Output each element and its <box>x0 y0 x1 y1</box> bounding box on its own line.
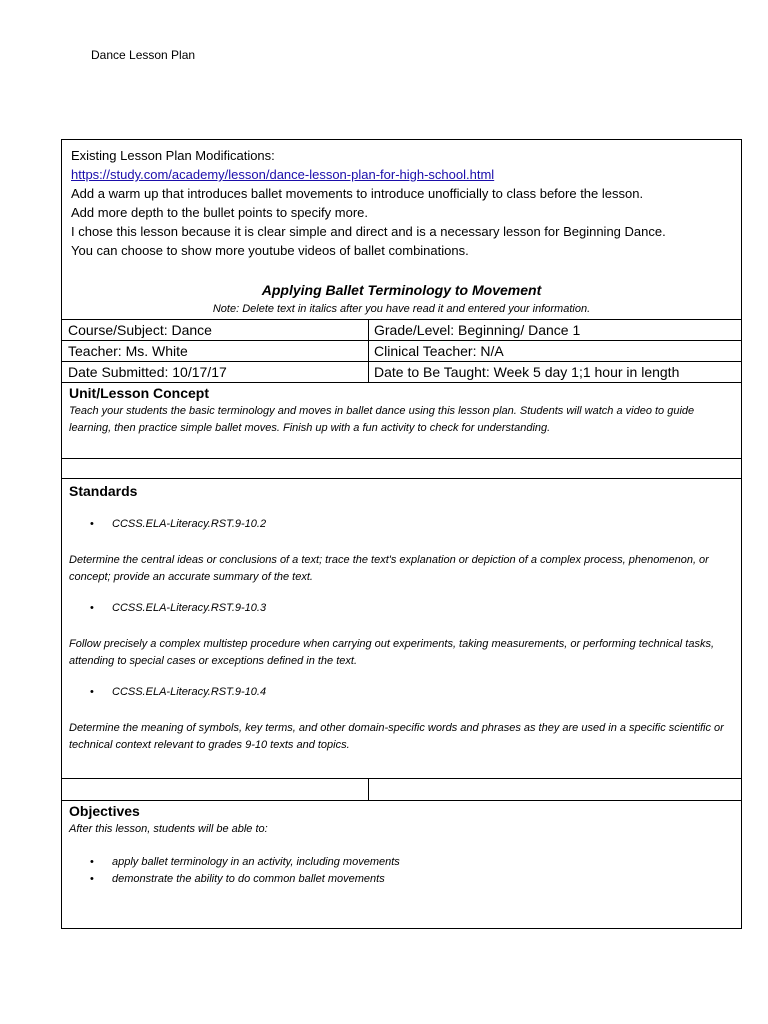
modifications-heading: Existing Lesson Plan Modifications: <box>71 148 275 163</box>
standard-code <box>90 518 266 530</box>
divider <box>62 458 741 459</box>
standards-heading: Standards <box>69 483 138 499</box>
bullet-icon: • <box>90 518 94 530</box>
bullet-icon: • <box>90 686 94 698</box>
lesson-note: Note: Delete text in italics after you have read it and entered your information. <box>212 303 591 315</box>
teacher-cell: Teacher: Ms. White <box>68 343 188 359</box>
modifications-block <box>71 146 666 260</box>
course-subject-cell: Course/Subject: Dance <box>68 322 212 338</box>
standard-code <box>90 602 266 614</box>
divider <box>62 778 741 779</box>
standard-description: Follow precisely a complex multistep procedure when carrying out experiments, taking measurements, or performing technical tasks, attending to special cases or exceptions defined in the text. <box>69 638 715 667</box>
objective-item <box>90 873 385 885</box>
modification-line: Add more depth to the bullet points to specify more. <box>71 205 369 220</box>
bullet-icon: • <box>90 602 94 614</box>
divider <box>368 778 369 800</box>
modification-line: Add a warm up that introduces ballet movements to introduce unofficially to class before the lesson. <box>71 186 644 201</box>
divider <box>62 382 741 383</box>
date-submitted-cell: Date Submitted: 10/17/17 <box>68 364 227 380</box>
bullet-icon: • <box>90 856 94 868</box>
grade-level-cell: Grade/Level: Beginning/ Dance 1 <box>374 322 581 338</box>
date-taught-cell: Date to Be Taught: Week 5 day 1;1 hour in length <box>374 364 680 380</box>
objectives-intro: After this lesson, students will be able to: <box>69 823 268 835</box>
objective-text: apply ballet terminology in an activity, including movements <box>112 856 400 868</box>
lesson-title: Applying Ballet Terminology to Movement <box>261 282 542 298</box>
modification-line: You can choose to show more youtube videos of ballet combinations. <box>71 243 469 258</box>
standard-description: Determine the meaning of symbols, key terms, and other domain-specific words and phrases as they are used in a specific scientific or technical context relevant to grades 9-10 texts and topics. <box>69 722 724 751</box>
concept-text: Teach your students the basic terminology and moves in ballet dance using this lesson plan. Students will watch a video to guide learning, then practice simple ballet moves. Finish up with a fun activity to check for understanding. <box>69 405 695 434</box>
lesson-plan-table <box>61 139 742 929</box>
objective-item <box>90 856 400 868</box>
standard-code-text: CCSS.ELA-Literacy.RST.9-10.3 <box>112 602 267 614</box>
document-header: Dance Lesson Plan <box>91 48 196 62</box>
modification-line: I chose this lesson because it is clear simple and direct and is a necessary lesson for Beginning Dance. <box>71 224 666 239</box>
divider <box>62 800 741 801</box>
standard-code-text: CCSS.ELA-Literacy.RST.9-10.2 <box>112 518 267 530</box>
bullet-icon: • <box>90 873 94 885</box>
standard-code-text: CCSS.ELA-Literacy.RST.9-10.4 <box>112 686 267 698</box>
standard-description: Determine the central ideas or conclusions of a text; trace the text's explanation or depiction of a complex process, phenomenon, or concept; provide an accurate summary of the text. <box>69 554 709 583</box>
objective-text: demonstrate the ability to do common ballet movements <box>112 873 385 885</box>
clinical-teacher-cell: Clinical Teacher: N/A <box>374 343 504 359</box>
divider <box>368 319 369 382</box>
concept-heading: Unit/Lesson Concept <box>69 385 210 401</box>
standard-code <box>90 686 266 698</box>
lesson-link[interactable]: https://study.com/academy/lesson/dance-lesson-plan-for-high-school.html <box>71 167 495 182</box>
divider <box>62 478 741 479</box>
objectives-heading: Objectives <box>69 803 140 819</box>
